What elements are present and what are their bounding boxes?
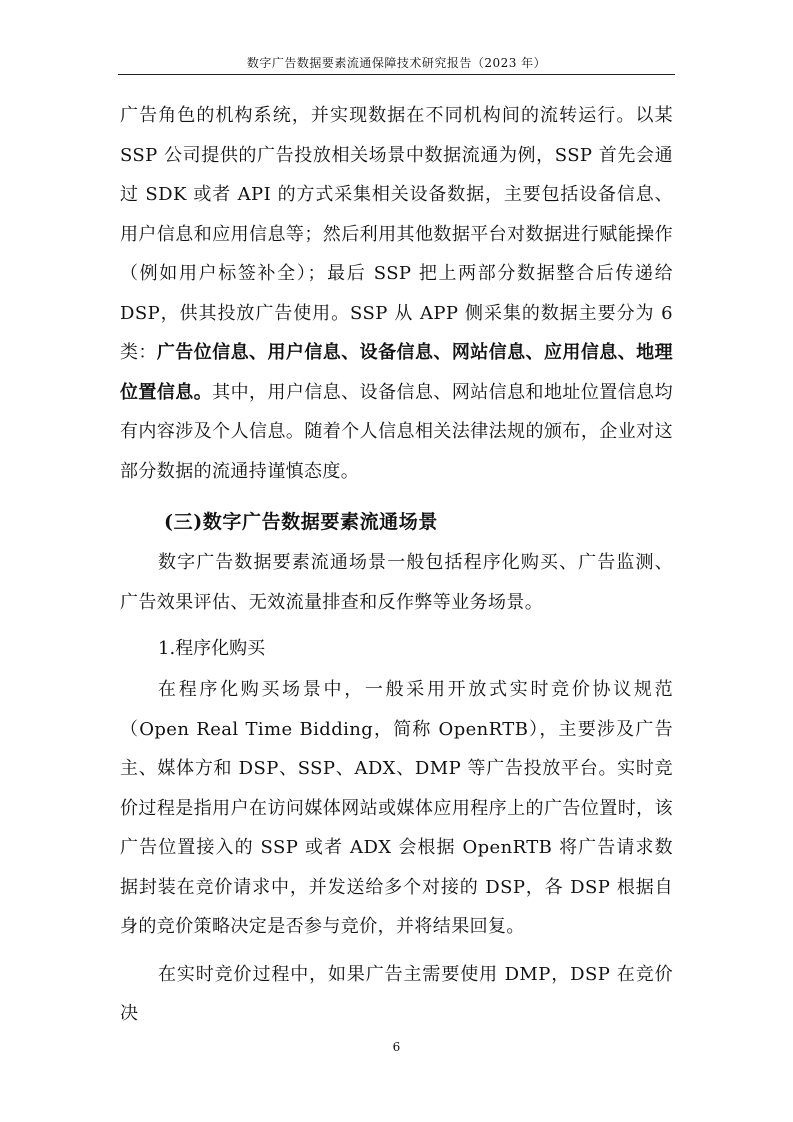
paragraph-programmatic-buying: 在程序化购买场景中，一般采用开放式实时竞价协议规范（Open Real Time Bidding，简称 OpenRTB），主要涉及广告主、媒体方和 DSP、SSP、ADX、DMP 等广告投放平台。实时竞价过程是指用户在访问媒体网站或媒体应用程序上的广告位置时，该广告位置接入的 SSP 或者 ADX 会根据 OpenRTB 将广告请求数据封装在竞价请求中，并发送给多个对接的 DSP，各 DSP 根据自身的竞价策略决定是否参与竞价，并将结果回复。 [120,679,673,937]
header-divider [118,74,675,75]
page-number: 6 [392,1040,401,1054]
paragraph-text: 广告角色的机构系统，并实现数据在不同机构间的流转运行。以某 SSP 公司提供的广告投放相关场景中数据流通为例，SSP 首先会通过 SDK 或者 API 的方式采集相关设备数据，主要包括设备信息、用户信息和应用信息等；然后利用其他数据平台对数据进行赋能操作（例如用户标签补全）；最后 SSP 把上两部分数据整合后传递给 DSP，供其投放广告使用。SSP 从 APP 侧采集的数据主要分为 6 类： [120,105,673,363]
running-header: 数字广告数据要素流通保障技术研究报告（2023 年） [246,56,547,70]
paragraph-rtb-dmp: 在实时竞价过程中，如果广告主需要使用 DMP，DSP 在竞价决 [120,963,673,1024]
paragraph-ssp-data-flow [120,96,673,491]
paragraph-text: 其中，用户信息、设备信息、网站信息和地址位置信息均有内容涉及个人信息。随着个人信息相关法律法规的颁布，企业对这部分数据的流通持谨慎态度。 [120,381,673,482]
page-body [120,96,673,1034]
data-categories-emphasis: 广告位信息、用户信息、设备信息、网站信息、应用信息、地理位置信息。 [120,342,673,403]
subsection-heading: 1.程序化购买 [158,638,266,659]
section-heading: (三)数字广告数据要素流通场景 [164,511,438,533]
paragraph-scenarios: 数字广告数据要素流通场景一般包括程序化购买、广告监测、广告效果评估、无效流量排查和反作弊等业务场景。 [120,552,673,613]
